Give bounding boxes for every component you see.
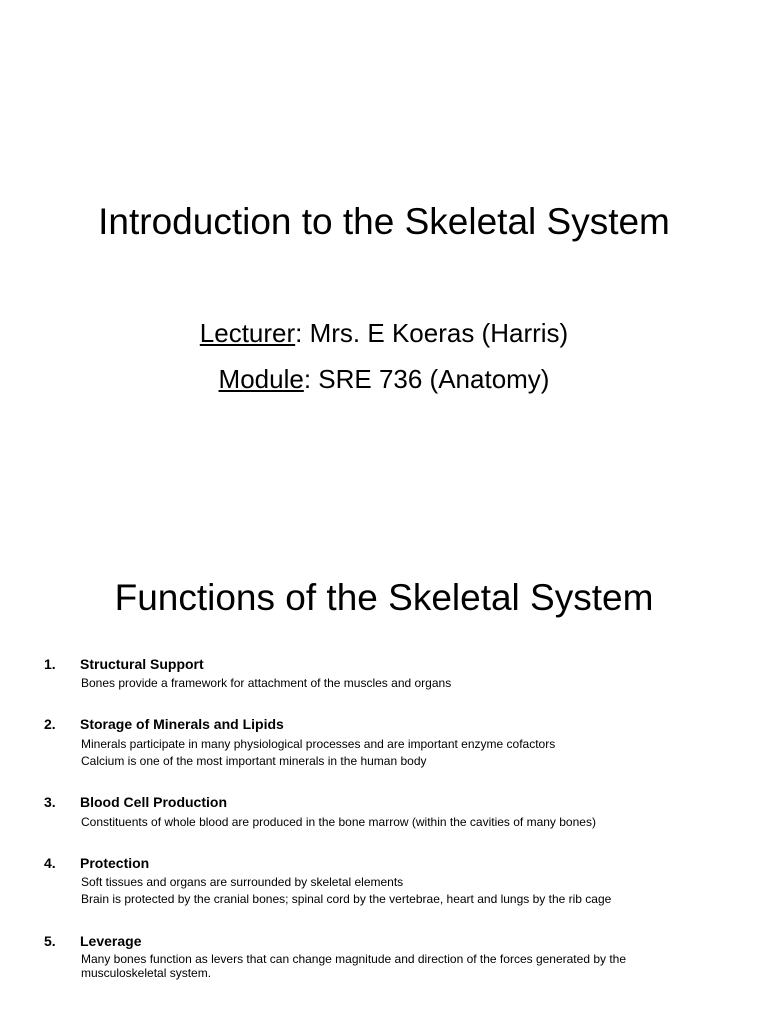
description-line: Minerals participate in many physiological processes and are important enzyme cofactors: [81, 737, 556, 751]
function-number: 2.: [44, 716, 56, 732]
function-number: 4.: [44, 855, 56, 871]
description-line: Calcium is one of the most important minerals in the human body: [81, 754, 427, 768]
slide-title: Functions of the Skeletal System: [114, 577, 654, 618]
function-description: [81, 952, 711, 980]
lecturer-value: : Mrs. E Koeras (Harris): [295, 318, 569, 348]
description-line: Bones provide a framework for attachment of the muscles and organs: [81, 676, 452, 690]
function-description: [81, 675, 711, 692]
function-heading: Leverage: [80, 933, 142, 949]
module-value: : SRE 736 (Anatomy): [303, 364, 550, 394]
function-description: [81, 874, 711, 908]
module-line: [0, 363, 768, 395]
function-heading: Storage of Minerals and Lipids: [80, 716, 284, 732]
slide-title: Introduction to the Skeletal System: [98, 201, 670, 242]
description-line: Constituents of whole blood are produced in the bone marrow (within the cavities of many bones): [81, 815, 596, 829]
lecturer-line: [0, 317, 768, 349]
description-line: Brain is protected by the cranial bones; spinal cord by the vertebrae, heart and lungs by the rib cage: [81, 892, 612, 906]
function-heading: Blood Cell Production: [80, 794, 227, 810]
function-number: 1.: [44, 656, 56, 672]
description-line: Soft tissues and organs are surrounded by skeletal elements: [81, 875, 404, 889]
lecturer-label: Lecturer: [199, 318, 296, 348]
functions-slide: [0, 512, 768, 1024]
function-heading: Protection: [80, 855, 150, 871]
function-number: 3.: [44, 794, 56, 810]
module-label: Module: [218, 364, 304, 394]
description-line: Many bones function as levers that can change magnitude and direction of the forces generated by the musculoskeletal system.: [81, 952, 627, 980]
function-heading: Structural Support: [80, 656, 204, 672]
function-description: [81, 736, 711, 770]
function-number: 5.: [44, 933, 56, 949]
function-description: [81, 814, 711, 831]
